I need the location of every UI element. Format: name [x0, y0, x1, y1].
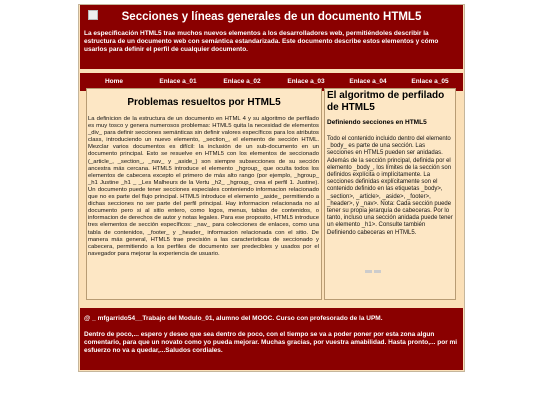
nav-link-enlace-05[interactable]: Enlace a_05 [411, 78, 449, 85]
aside-body: Todo el contenido incluido dentro del elemento _body_ es parte de una sección. Las secciones en HTML5 pueden ser anidadas. Además de la sección principal, definida por el elemento _body_, los límites de la sección son definidos explícita o implícitamente. La secciones definidas explícitamente son el contenido definido en las etiquetas _body>, _section>, _article>, _aside>, _footer>, _header>, y _nav>. Nota: Cada sección puede tener su propia jerarquía de cabeceras. Por lo tanto, incluso una sección anidada puede tener un elemento _h1>. Consulte también Definiendo cabeceras en HTML5. [327, 136, 453, 236]
nav-link-enlace-03[interactable]: Enlace a_03 [287, 78, 325, 85]
nav-link-enlace-04[interactable]: Enlace a_04 [349, 78, 387, 85]
small-image-icon [374, 270, 381, 273]
nav-link-home[interactable]: Home [104, 78, 124, 85]
nav-link-enlace-02[interactable]: Enlace a_02 [223, 78, 261, 85]
aside-section [324, 88, 456, 300]
header-intro: La especificación HTML5 trae muchos nuevos elementos a los desarrolladores web, permitiéndoles describir la estructura de un documento web con semántica estandarizada. Este documento describe estos elementos y cómo usarlos para definir el perfil de cualquier documento. [84, 30, 439, 54]
main-section-body: La definicion de la estructura de un documento en HTML 4 y su algoritmo de perfilado es muy tosco y genera numerosos problemas: HTML5 quita la necesidad de elementos _div_ para definir secciones semánticas sin definir valores específicos para los atributos class, introduciendo un nuevo elemento, _section_, el elemento de sección HTML. Mezclar varios documentos es difícil: la inclusión de un sub-documento en un documento principal. Esto se resuelve en HTML5 con los elementos de seccionado (_article_, _section_, _nav_ y _aside_) son siempre subsecciones de su sección ancestra más cercana. HTML5 introduce el elemento _hgroup_ que oculta todos los elementos de cabecera excepto el primero de más alto rango (por ejemplo, _hgroup_ _h1 Justine _h1 _ _Les Malheurs de la Vertu _h2_ _hgroup_ crea el perfil 1. Justine). Un documento puede tener secciones especiales conteniendo informacion relacionado que no es parte del flujo principal. HTML5 introduce el elemento _aside_ permitiendo a dichas secciones no ser parte del perfil principal. Hay informacion relacionada no al documento pero si al sitio entero, como logos, menus, tablas de contenidos, o informacion de derechos de autor y notas legales. Para ese proposito, HTML5 introduce tres elementos de sección específicos: _nav_ para colecciones de enlaces, como una tabla de contenidos, _footer_ y _header_ informacion relacionada con el sitio. De manera más general, HTML5 trae precisión a las características de seccionado y cabecera, permitiendo a los perfiles de documento ser predecibles y usados por el navegador para mejorar la experiencia de usuario. [88, 116, 319, 257]
aside-title: El algoritmo de perfilado de HTML5 [327, 90, 445, 113]
page-title: Secciones y líneas generales de un documento HTML5 [121, 11, 422, 23]
footer-credit: @ _ mfgarrido54__Trabajo del Modulo_01, alumno del MOOC. Curso con profesorado de la UPM. [84, 315, 383, 322]
aside-subtitle: Definiendo secciones en HTML5 [327, 119, 427, 126]
broken-images [365, 260, 383, 278]
site-footer [80, 308, 463, 370]
site-header [80, 5, 463, 69]
small-image-icon [365, 270, 372, 273]
main-section [86, 88, 322, 300]
footer-message: Dentro de poco,... espero y deseo que sea dentro de poco, con el tiempo se va a poder poner por esta zona algun comentario, para que un novato como yo pueda mejorar. Muchas gracias, por vuestra amabilidad. Hasta pronto,... por mi esfuerzo no va a quedar,...Saludos cordiales. [84, 331, 458, 355]
nav-link-enlace-01[interactable]: Enlace a_01 [159, 78, 197, 85]
main-section-title: Problemas resueltos por HTML5 [127, 97, 281, 108]
